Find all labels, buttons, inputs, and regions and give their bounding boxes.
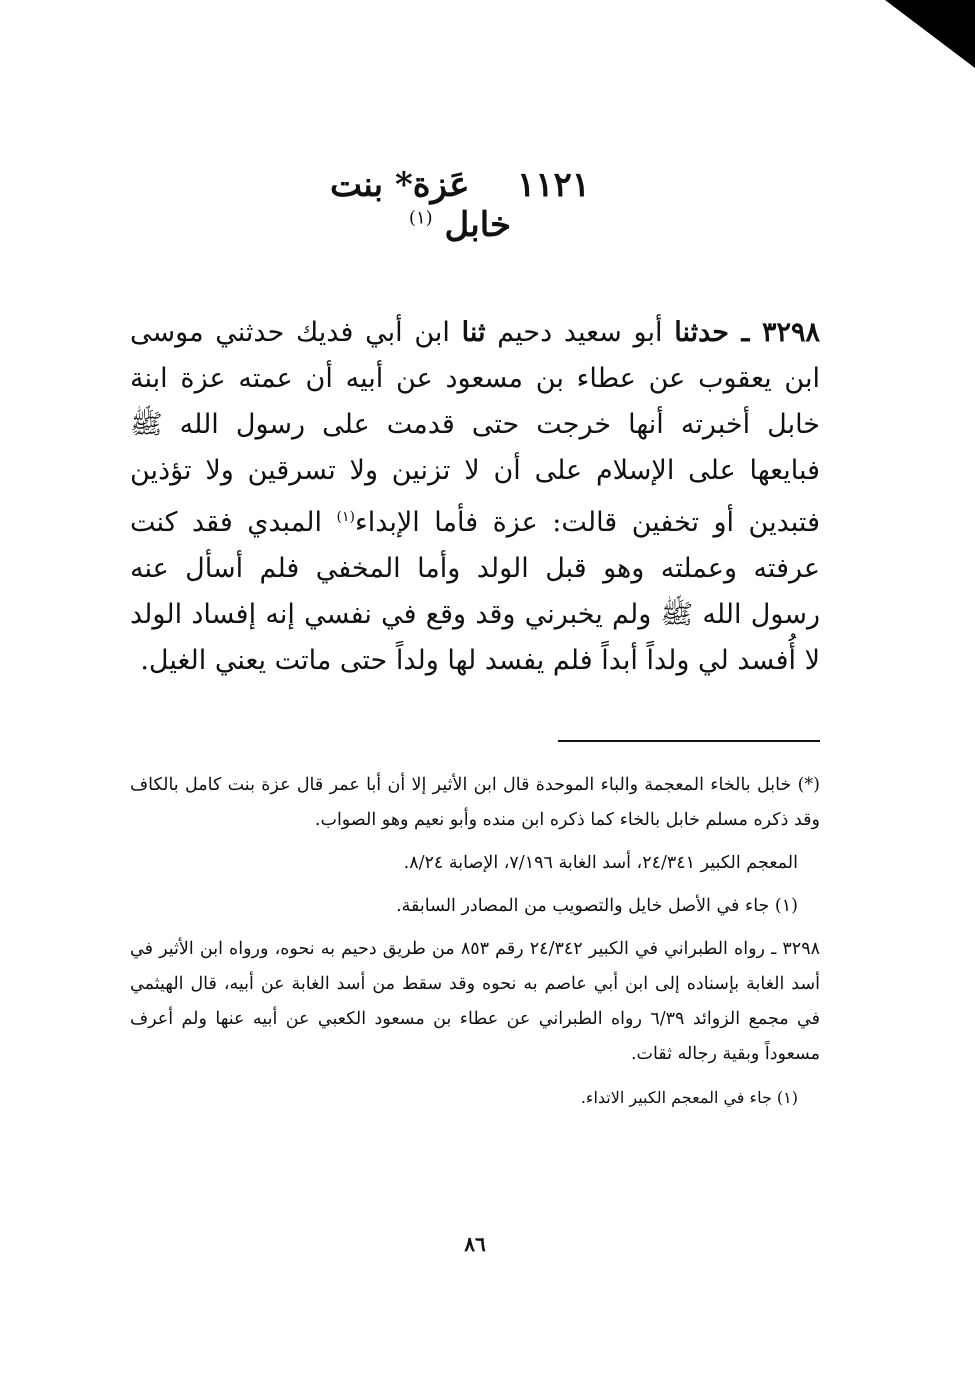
hadith-text-tna: ثنا	[461, 317, 486, 348]
footnote-star: (*) خابل بالخاء المعجمة والباء الموحدة قال ابن الأثير إلا أن أبا عمر قال عزة بنت كامل بالكاف وقد ذكره مسلم خابل بالخاء كما ذكره ابن منده وأبو نعيم وهو الصواب.	[130, 775, 820, 830]
hadith-text-part-2: ابن أبي فديك حدثني موسى ابن يعقوب عن عطاء بن مسعود عن أبيه أن عمته عزة ابنة خابل أخبرته أنها خرجت حتى قدمت على رسول الله ﷺ فبايعها على الإسلام على أن لا تزنين ولا تسرقين ولا تؤذين فتبدين أو تخفين قالت: عزة فأما الإبداء	[130, 317, 820, 538]
hadith-number: ٣٢٩٨ ـ حدثنا	[674, 317, 821, 348]
footnote-sources: المعجم الكبير ٢٤/٣٤١، أسد الغابة ٧/١٩٦، الإصابة ٨/٢٤.	[403, 853, 798, 873]
footnote-1: (١) جاء في الأصل خايل والتصويب من المصادر السابقة.	[396, 896, 798, 916]
heading-number: ١١٢١	[516, 165, 590, 205]
footnotes	[130, 768, 820, 1123]
page-number: ٨٦	[464, 1232, 486, 1256]
hadith-text-part-3: المبدي فقد كنت عرفته وعملته وهو قبل الولد وأما المخفي فلم أسأل عنه رسول الله ﷺ ولم يخبرني وقد وقع في نفسي إنه إفساد الولد لا أُفسد لي ولداً أبداً فلم يفسد لها ولداً حتى ماتت يعني الغيل.	[130, 507, 820, 676]
page-content	[130, 0, 820, 1376]
hadith-text-part-1: أبو سعيد دحيم	[485, 317, 675, 348]
footnote-separator	[558, 740, 820, 742]
entry-heading	[330, 165, 590, 245]
footnote-3298: ٣٢٩٨ ـ رواه الطبراني في الكبير ٢٤/٣٤٢ رقم ٨٥٣ من طريق دحيم به نحوه، ورواه ابن الأثير في أسد الغابة بإسناده إلى ابن أبي عاصم به نحوه وقد سقط من أسد الغابة عن أبيه، قال الهيثمي في مجمع الزوائد ٦/٣٩ رواه الطبراني عن عطاء بن مسعود الكعبي عن أبيه عنها ولم أعرف مسعوداً وبقية رجاله ثقات.	[130, 939, 820, 1064]
footnote-1b: (١) جاء في المعجم الكبير الاتداء.	[580, 1088, 798, 1107]
heading-name: عَزة* بنت خابل	[330, 165, 512, 245]
hadith-footnote-ref: (١)	[336, 509, 355, 525]
heading-footnote-ref: (١)	[408, 207, 433, 229]
hadith-text	[130, 310, 820, 684]
corner-tab-mark	[885, 0, 975, 68]
